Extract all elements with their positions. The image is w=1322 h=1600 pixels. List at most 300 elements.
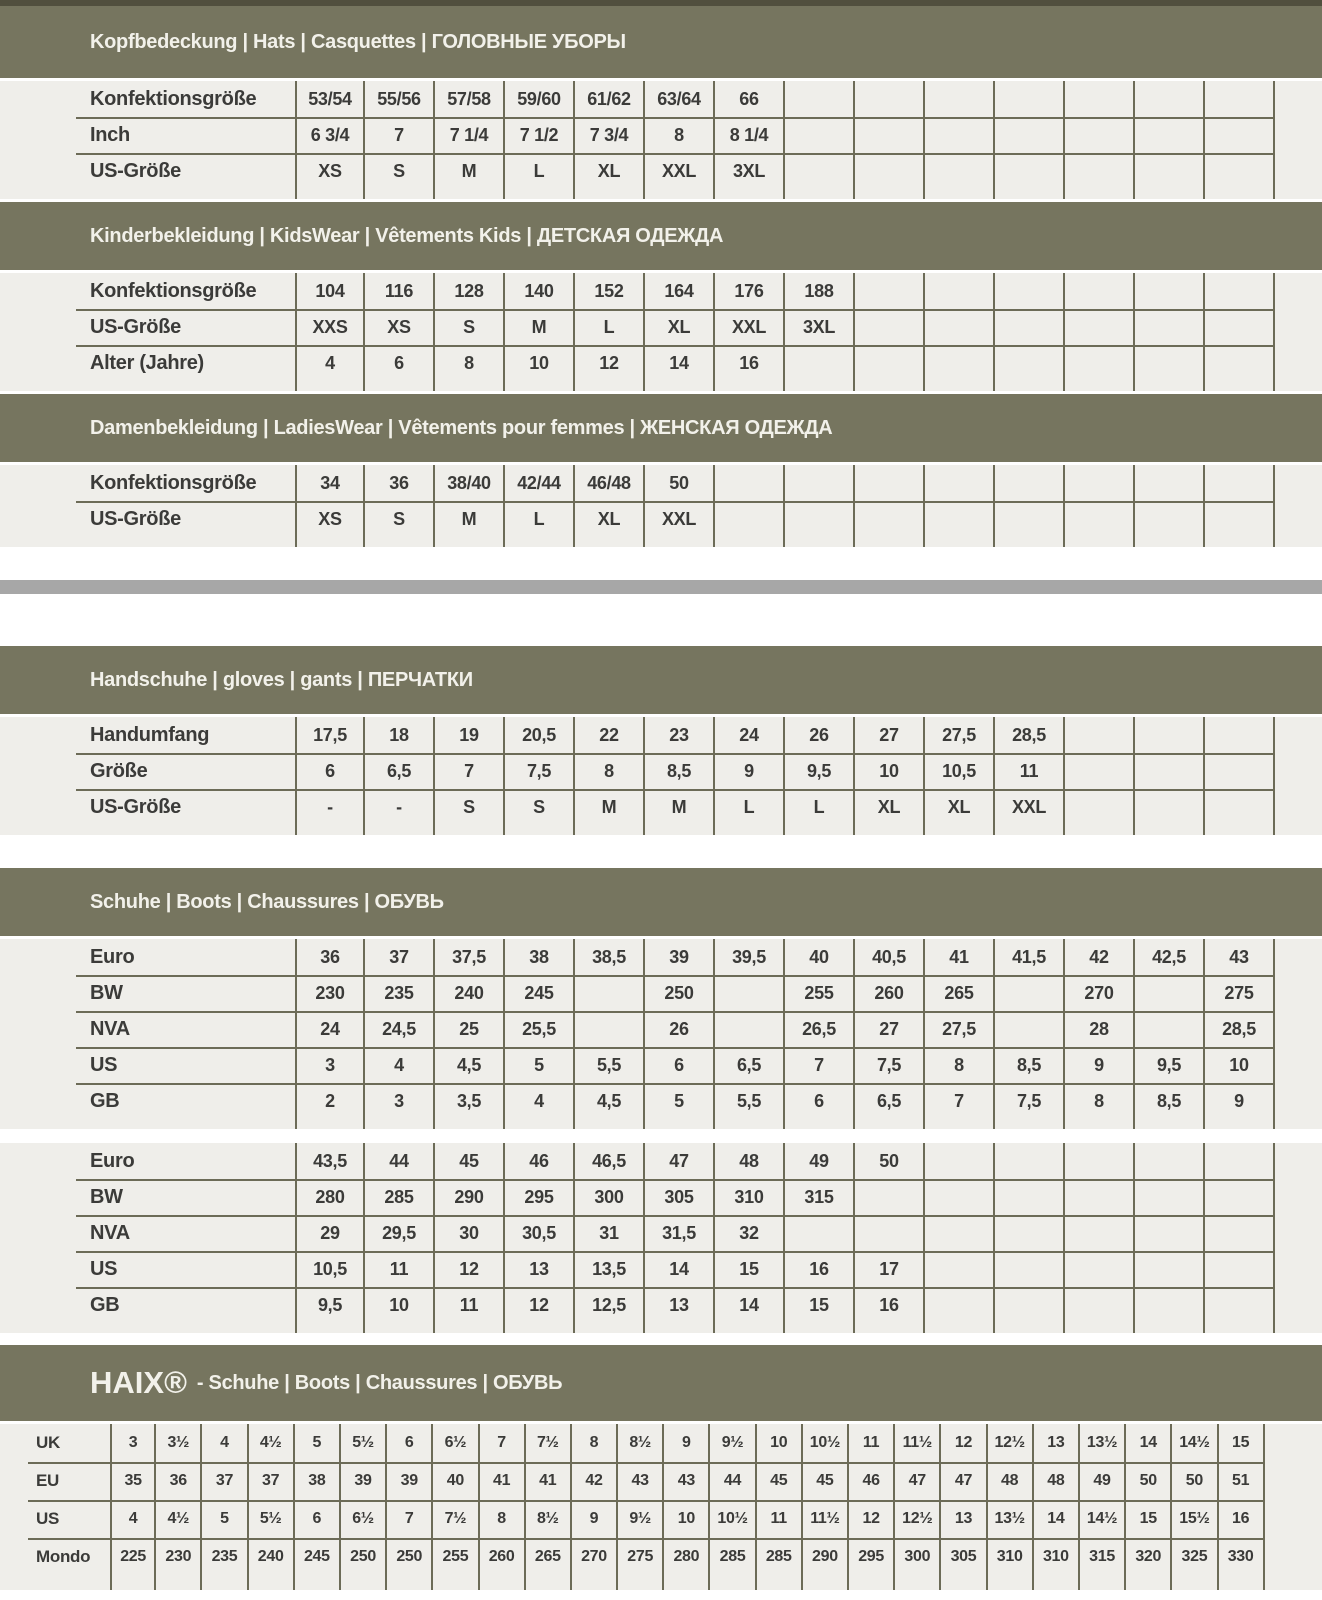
size-cell bbox=[925, 501, 995, 537]
table-right-filler bbox=[1275, 1047, 1322, 1083]
size-cell: 325 bbox=[1172, 1538, 1218, 1576]
size-cell: 5,5 bbox=[715, 1083, 785, 1119]
size-cell: 260 bbox=[480, 1538, 526, 1576]
size-cell: S bbox=[435, 309, 505, 345]
size-cell: 32 bbox=[715, 1215, 785, 1251]
size-cell bbox=[715, 501, 785, 537]
size-cell bbox=[645, 381, 715, 391]
table-right-filler bbox=[1275, 1179, 1322, 1215]
section-banner-gloves bbox=[0, 646, 1322, 714]
size-cell bbox=[433, 1576, 479, 1590]
size-cell bbox=[1065, 825, 1135, 835]
size-cell: 7 bbox=[925, 1083, 995, 1119]
size-cell: 10 bbox=[664, 1500, 710, 1538]
size-cell: 230 bbox=[156, 1538, 202, 1576]
size-cell bbox=[387, 1576, 433, 1590]
size-cell bbox=[575, 1011, 645, 1047]
size-cell bbox=[855, 189, 925, 199]
size-cell: 27,5 bbox=[925, 1011, 995, 1047]
section-banner-kids bbox=[0, 202, 1322, 270]
size-cell: 16 bbox=[1219, 1500, 1265, 1538]
size-cell: 24 bbox=[715, 717, 785, 753]
size-cell bbox=[941, 1576, 987, 1590]
size-cell: 41 bbox=[925, 939, 995, 975]
size-cell: 50 bbox=[1126, 1462, 1172, 1500]
size-cell: 10 bbox=[1205, 1047, 1275, 1083]
size-cell: XXL bbox=[645, 153, 715, 189]
size-cell: 15 bbox=[1126, 1500, 1172, 1538]
size-cell: 305 bbox=[941, 1538, 987, 1576]
size-cell: 7 1/2 bbox=[505, 117, 575, 153]
size-cell: 7 bbox=[435, 753, 505, 789]
size-cell: 6 bbox=[295, 753, 365, 789]
size-cell bbox=[995, 309, 1065, 345]
size-cell bbox=[925, 1215, 995, 1251]
row-label: NVA bbox=[90, 1018, 130, 1040]
size-cell: 29 bbox=[295, 1215, 365, 1251]
size-cell: 12 bbox=[849, 1500, 895, 1538]
size-cell: 7 3/4 bbox=[575, 117, 645, 153]
section-title-boots: Schuhe | Boots | Chaussures | ОБУВЬ bbox=[90, 890, 444, 913]
table-row bbox=[0, 789, 1322, 825]
size-cell bbox=[925, 1179, 995, 1215]
size-cell: 164 bbox=[645, 273, 715, 309]
size-cell bbox=[505, 381, 575, 391]
size-cell: 8 bbox=[572, 1424, 618, 1462]
size-cell bbox=[855, 501, 925, 537]
size-cell bbox=[785, 501, 855, 537]
table-row bbox=[0, 1047, 1322, 1083]
size-cell: 44 bbox=[710, 1462, 756, 1500]
size-cell: 42 bbox=[1065, 939, 1135, 975]
size-cell: 6 bbox=[785, 1083, 855, 1119]
size-cell: 6 3/4 bbox=[295, 117, 365, 153]
size-cell bbox=[295, 1119, 365, 1129]
size-cell bbox=[925, 1323, 995, 1333]
size-cell bbox=[1065, 381, 1135, 391]
size-cell: 8 1/4 bbox=[715, 117, 785, 153]
section-title-gloves: Handschuhe | gloves | gants | ПЕРЧАТКИ bbox=[90, 668, 473, 691]
size-cell: 50 bbox=[1172, 1462, 1218, 1500]
size-cell: 5 bbox=[645, 1083, 715, 1119]
size-cell bbox=[572, 1576, 618, 1590]
size-cell: 12 bbox=[941, 1424, 987, 1462]
size-cell: 14 bbox=[645, 345, 715, 381]
size-cell bbox=[575, 1119, 645, 1129]
size-cell: 12½ bbox=[988, 1424, 1034, 1462]
size-cell bbox=[1065, 273, 1135, 309]
size-cell bbox=[785, 117, 855, 153]
size-cell: 5 bbox=[202, 1500, 248, 1538]
size-cell bbox=[1205, 1143, 1275, 1179]
size-cell bbox=[925, 345, 995, 381]
size-cell bbox=[645, 825, 715, 835]
size-cell bbox=[855, 309, 925, 345]
size-cell bbox=[1135, 537, 1205, 547]
size-cell: 6,5 bbox=[365, 753, 435, 789]
size-cell: 300 bbox=[575, 1179, 645, 1215]
size-cell: 255 bbox=[433, 1538, 479, 1576]
size-cell: XXL bbox=[995, 789, 1065, 825]
size-cell bbox=[1205, 537, 1275, 547]
size-cell: 9,5 bbox=[785, 753, 855, 789]
size-cell bbox=[785, 537, 855, 547]
table-right-filler bbox=[1275, 465, 1322, 501]
size-cell: L bbox=[505, 501, 575, 537]
size-cell: 44 bbox=[365, 1143, 435, 1179]
size-cell: 2 bbox=[295, 1083, 365, 1119]
size-cell bbox=[855, 273, 925, 309]
size-cell: 15½ bbox=[1172, 1500, 1218, 1538]
size-cell: 4½ bbox=[156, 1500, 202, 1538]
size-cell bbox=[645, 189, 715, 199]
size-cell bbox=[1205, 189, 1275, 199]
table-row bbox=[0, 1462, 1322, 1500]
table-row bbox=[0, 1538, 1322, 1576]
size-cell: - bbox=[295, 789, 365, 825]
size-cell: 48 bbox=[988, 1462, 1034, 1500]
table-row bbox=[0, 1143, 1322, 1179]
size-cell bbox=[785, 81, 855, 117]
size-cell: 23 bbox=[645, 717, 715, 753]
size-cell: 7,5 bbox=[505, 753, 575, 789]
size-cell bbox=[855, 381, 925, 391]
size-cell: L bbox=[785, 789, 855, 825]
size-cell bbox=[995, 1287, 1065, 1323]
size-cell: 35 bbox=[110, 1462, 156, 1500]
size-cell: 6½ bbox=[433, 1424, 479, 1462]
size-cell: 290 bbox=[435, 1179, 505, 1215]
size-cell: 9 bbox=[1205, 1083, 1275, 1119]
size-cell: 4,5 bbox=[575, 1083, 645, 1119]
size-cell: 51 bbox=[1219, 1462, 1265, 1500]
size-cell: 6 bbox=[365, 345, 435, 381]
size-cell: L bbox=[575, 309, 645, 345]
table-right-filler bbox=[1275, 537, 1322, 547]
size-cell: 19 bbox=[435, 717, 505, 753]
size-cell: 12½ bbox=[895, 1500, 941, 1538]
size-cell: 43 bbox=[1205, 939, 1275, 975]
size-cell: 295 bbox=[505, 1179, 575, 1215]
size-cell bbox=[575, 189, 645, 199]
size-cell: 46 bbox=[505, 1143, 575, 1179]
size-cell: 15 bbox=[785, 1287, 855, 1323]
size-cell bbox=[365, 825, 435, 835]
size-cell: 7 bbox=[785, 1047, 855, 1083]
size-cell: 260 bbox=[855, 975, 925, 1011]
size-cell: 28,5 bbox=[1205, 1011, 1275, 1047]
size-cell bbox=[1135, 1251, 1205, 1287]
ladies-size-table bbox=[0, 465, 1322, 547]
size-cell: 4 bbox=[505, 1083, 575, 1119]
size-cell: 11½ bbox=[895, 1424, 941, 1462]
size-cell bbox=[710, 1576, 756, 1590]
size-cell: 188 bbox=[785, 273, 855, 309]
size-cell: 46 bbox=[849, 1462, 895, 1500]
row-label: Euro bbox=[90, 1150, 135, 1172]
size-cell: 20,5 bbox=[505, 717, 575, 753]
size-cell bbox=[202, 1576, 248, 1590]
size-cell: 13 bbox=[645, 1287, 715, 1323]
size-cell: 50 bbox=[855, 1143, 925, 1179]
size-cell bbox=[365, 381, 435, 391]
table-right-filler bbox=[1275, 975, 1322, 1011]
size-cell: 250 bbox=[387, 1538, 433, 1576]
table-pad-row bbox=[0, 189, 1322, 199]
size-cell: 38 bbox=[505, 939, 575, 975]
size-cell: 315 bbox=[1080, 1538, 1126, 1576]
size-cell: 13 bbox=[505, 1251, 575, 1287]
size-cell: XXS bbox=[295, 309, 365, 345]
size-cell bbox=[1135, 309, 1205, 345]
size-cell bbox=[1205, 1287, 1275, 1323]
size-cell bbox=[1205, 1323, 1275, 1333]
size-cell: 47 bbox=[645, 1143, 715, 1179]
size-cell: 3 bbox=[295, 1047, 365, 1083]
row-label: Inch bbox=[90, 124, 130, 146]
row-label: US-Größe bbox=[90, 316, 181, 338]
size-cell bbox=[1065, 1179, 1135, 1215]
size-cell bbox=[249, 1576, 295, 1590]
size-cell: 12 bbox=[505, 1287, 575, 1323]
size-cell: 8 bbox=[575, 753, 645, 789]
size-cell bbox=[1065, 717, 1135, 753]
size-cell bbox=[925, 825, 995, 835]
size-cell: 128 bbox=[435, 273, 505, 309]
size-cell bbox=[925, 1251, 995, 1287]
size-cell: 7,5 bbox=[855, 1047, 925, 1083]
size-cell bbox=[849, 1576, 895, 1590]
size-cell bbox=[295, 825, 365, 835]
table-right-filler bbox=[1275, 825, 1322, 835]
row-label: Konfektionsgröße bbox=[90, 88, 257, 110]
size-cell: 13 bbox=[941, 1500, 987, 1538]
size-cell: 7,5 bbox=[995, 1083, 1065, 1119]
size-cell: 8 bbox=[925, 1047, 995, 1083]
spacer bbox=[0, 594, 1322, 646]
size-cell: 3 bbox=[110, 1424, 156, 1462]
size-cell bbox=[1080, 1576, 1126, 1590]
size-cell bbox=[435, 381, 505, 391]
table-row bbox=[0, 153, 1322, 189]
size-cell bbox=[1065, 81, 1135, 117]
size-cell bbox=[785, 1323, 855, 1333]
size-cell: 34 bbox=[295, 465, 365, 501]
size-cell: 15 bbox=[1219, 1424, 1265, 1462]
size-cell bbox=[1135, 1287, 1205, 1323]
section-banner-ladies bbox=[0, 394, 1322, 462]
size-cell bbox=[855, 537, 925, 547]
size-cell bbox=[1205, 825, 1275, 835]
table-row bbox=[0, 1215, 1322, 1251]
size-cell: S bbox=[365, 501, 435, 537]
size-cell: 38,5 bbox=[575, 939, 645, 975]
size-cell: M bbox=[645, 789, 715, 825]
spacer bbox=[0, 1129, 1322, 1143]
size-cell: 10,5 bbox=[925, 753, 995, 789]
size-cell: 43 bbox=[618, 1462, 664, 1500]
size-cell bbox=[1135, 117, 1205, 153]
size-cell: 31 bbox=[575, 1215, 645, 1251]
size-cell bbox=[855, 117, 925, 153]
size-cell bbox=[785, 1215, 855, 1251]
section-banner-boots bbox=[0, 868, 1322, 936]
size-cell: 38/40 bbox=[435, 465, 505, 501]
size-cell: 39 bbox=[387, 1462, 433, 1500]
boots-size-table-1 bbox=[0, 939, 1322, 1129]
size-cell bbox=[1135, 501, 1205, 537]
size-cell: 43 bbox=[664, 1462, 710, 1500]
size-cell: 13,5 bbox=[575, 1251, 645, 1287]
size-cell bbox=[715, 381, 785, 391]
table-right-filler bbox=[1275, 273, 1322, 309]
size-cell: 10½ bbox=[710, 1500, 756, 1538]
size-cell: 152 bbox=[575, 273, 645, 309]
size-cell bbox=[925, 81, 995, 117]
size-cell bbox=[1135, 153, 1205, 189]
size-cell bbox=[995, 273, 1065, 309]
row-label bbox=[0, 189, 295, 199]
size-cell: 8 bbox=[1065, 1083, 1135, 1119]
row-label: BW bbox=[90, 1186, 123, 1208]
size-cell bbox=[1205, 81, 1275, 117]
size-cell bbox=[995, 465, 1065, 501]
size-cell: 4½ bbox=[249, 1424, 295, 1462]
size-cell bbox=[1065, 117, 1135, 153]
size-cell: 11 bbox=[365, 1251, 435, 1287]
size-cell: 37,5 bbox=[435, 939, 505, 975]
table-right-filler bbox=[1275, 1119, 1322, 1129]
size-cell bbox=[295, 189, 365, 199]
section-banner-hats bbox=[0, 0, 1322, 78]
size-cell bbox=[1205, 309, 1275, 345]
size-cell bbox=[575, 537, 645, 547]
size-cell: 270 bbox=[1065, 975, 1135, 1011]
size-cell: 315 bbox=[785, 1179, 855, 1215]
size-cell bbox=[1205, 465, 1275, 501]
row-label: US-Größe bbox=[90, 160, 181, 182]
size-cell: 16 bbox=[715, 345, 785, 381]
size-cell: 8 bbox=[480, 1500, 526, 1538]
size-cell: - bbox=[365, 789, 435, 825]
row-label bbox=[0, 381, 295, 391]
size-cell bbox=[505, 1119, 575, 1129]
size-cell bbox=[480, 1576, 526, 1590]
size-cell: 15 bbox=[715, 1251, 785, 1287]
size-cell: 116 bbox=[365, 273, 435, 309]
size-cell: 29,5 bbox=[365, 1215, 435, 1251]
size-cell: 61/62 bbox=[575, 81, 645, 117]
row-label: EU bbox=[36, 1471, 60, 1490]
size-cell: 14½ bbox=[1080, 1500, 1126, 1538]
size-cell: XS bbox=[295, 501, 365, 537]
size-cell: 9 bbox=[664, 1424, 710, 1462]
size-cell bbox=[925, 117, 995, 153]
size-cell bbox=[1065, 789, 1135, 825]
size-cell bbox=[1135, 753, 1205, 789]
table-row bbox=[0, 1179, 1322, 1215]
size-cell: 27,5 bbox=[925, 717, 995, 753]
size-cell bbox=[995, 1179, 1065, 1215]
size-cell: 12 bbox=[575, 345, 645, 381]
row-label: UK bbox=[36, 1433, 60, 1452]
spacer bbox=[0, 547, 1322, 580]
size-cell: M bbox=[435, 153, 505, 189]
size-cell bbox=[1135, 465, 1205, 501]
size-cell bbox=[785, 345, 855, 381]
size-cell bbox=[1126, 1576, 1172, 1590]
size-cell bbox=[995, 189, 1065, 199]
size-cell: 245 bbox=[505, 975, 575, 1011]
size-cell: 26 bbox=[785, 717, 855, 753]
size-cell: 39 bbox=[341, 1462, 387, 1500]
table-row bbox=[0, 975, 1322, 1011]
size-cell: 43,5 bbox=[295, 1143, 365, 1179]
size-cell: 8½ bbox=[618, 1424, 664, 1462]
row-label: US-Größe bbox=[90, 796, 181, 818]
size-cell bbox=[925, 537, 995, 547]
row-label bbox=[0, 1576, 110, 1590]
table-row bbox=[0, 717, 1322, 753]
size-cell: 36 bbox=[365, 465, 435, 501]
size-cell: 14½ bbox=[1172, 1424, 1218, 1462]
size-cell bbox=[855, 1323, 925, 1333]
size-cell bbox=[505, 189, 575, 199]
size-cell: 49 bbox=[785, 1143, 855, 1179]
section-banner-haix bbox=[0, 1345, 1322, 1421]
table-right-filler bbox=[1275, 1251, 1322, 1287]
size-cell bbox=[1135, 1323, 1205, 1333]
size-cell: 245 bbox=[295, 1538, 341, 1576]
size-cell bbox=[435, 189, 505, 199]
size-cell bbox=[435, 537, 505, 547]
size-cell bbox=[1065, 1119, 1135, 1129]
size-cell: 4 bbox=[365, 1047, 435, 1083]
size-cell: 310 bbox=[715, 1179, 785, 1215]
size-cell bbox=[785, 1119, 855, 1129]
size-cell bbox=[1065, 1143, 1135, 1179]
size-cell bbox=[995, 825, 1065, 835]
size-cell: S bbox=[435, 789, 505, 825]
size-cell: L bbox=[505, 153, 575, 189]
size-cell: 25 bbox=[435, 1011, 505, 1047]
size-cell: 31,5 bbox=[645, 1215, 715, 1251]
size-cell bbox=[1135, 81, 1205, 117]
kids-size-table bbox=[0, 273, 1322, 391]
size-cell: 12,5 bbox=[575, 1287, 645, 1323]
row-label: Handumfang bbox=[90, 724, 210, 746]
size-cell: 6½ bbox=[341, 1500, 387, 1538]
size-cell bbox=[925, 1143, 995, 1179]
size-cell bbox=[995, 1119, 1065, 1129]
size-cell bbox=[1205, 717, 1275, 753]
hats-size-table bbox=[0, 81, 1322, 199]
row-label: Konfektionsgröße bbox=[90, 280, 257, 302]
size-cell: 8½ bbox=[526, 1500, 572, 1538]
size-cell bbox=[988, 1576, 1034, 1590]
section-title-ladies: Damenbekleidung | LadiesWear | Vêtements pour femmes | ЖЕНСКАЯ ОДЕЖДА bbox=[90, 416, 833, 439]
size-cell bbox=[295, 1323, 365, 1333]
table-right-filler bbox=[1275, 1323, 1322, 1333]
size-cell bbox=[995, 153, 1065, 189]
size-cell bbox=[645, 1323, 715, 1333]
size-cell: 250 bbox=[341, 1538, 387, 1576]
size-cell bbox=[925, 273, 995, 309]
size-cell bbox=[1065, 345, 1135, 381]
size-cell: 3XL bbox=[715, 153, 785, 189]
size-cell: 50 bbox=[645, 465, 715, 501]
size-cell bbox=[995, 81, 1065, 117]
